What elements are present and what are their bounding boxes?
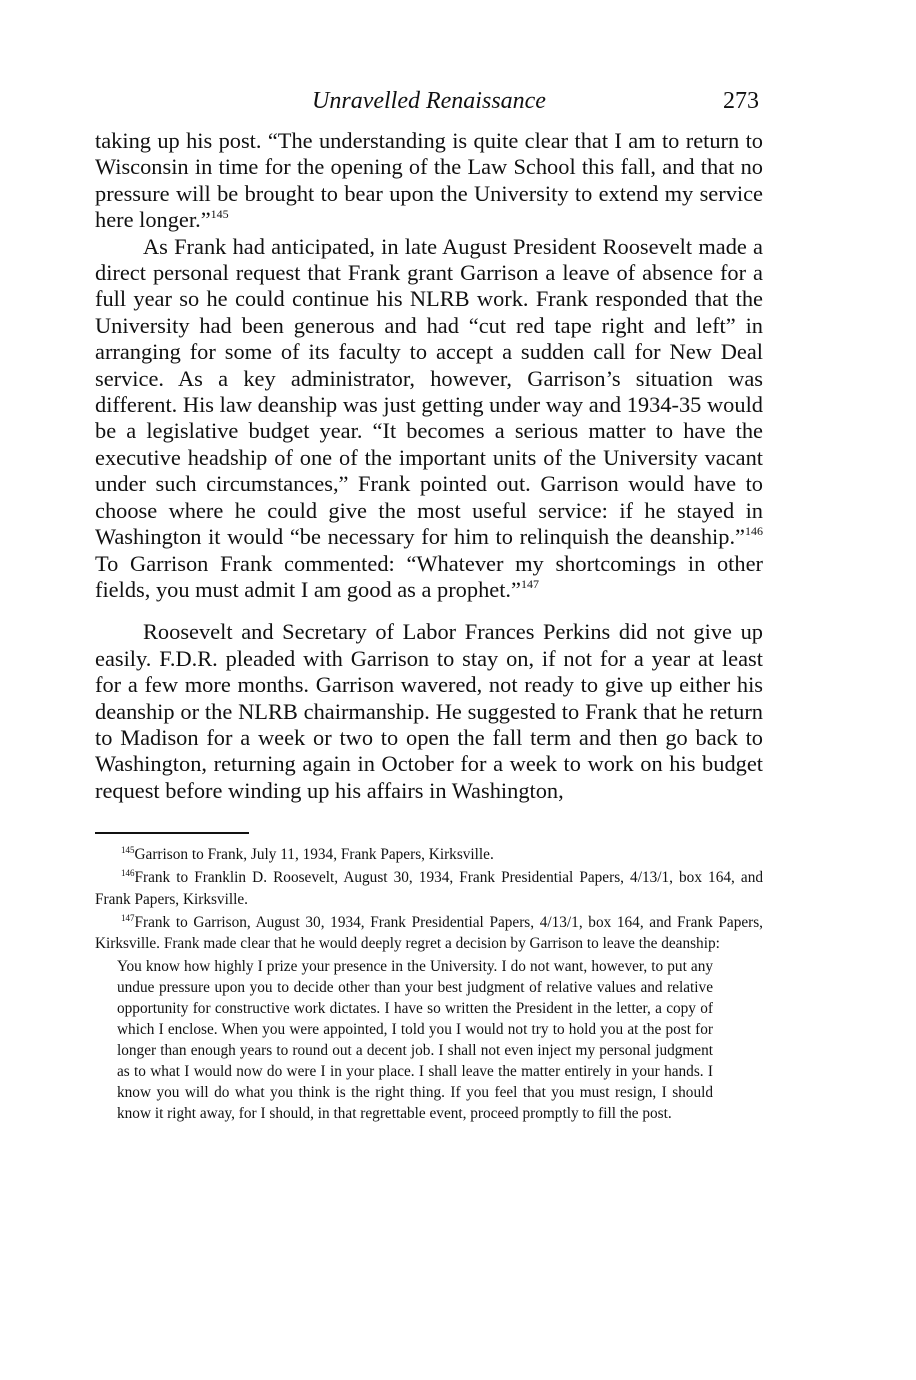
block-quote: You know how highly I prize your presence in the University. I do not want, however, to put any undue pressure upon you to decide other than your best judgment of relative values and relative opportunity for constructive work dictates. I have so written the President in the letter, a copy of which I enclose. When you were appointed, I told you I would not try to hold you at the post for longer than enough years to round out a decent job. I shall not even inject my personal judgment as to what I would now do were I in your place. I shall leave the matter entirely in your hands. I know you will do what you think is the right thing. If you feel that you must resign, I should know it right away, for I should, in that regrettable event, proceed promptly to fill the post. (117, 958, 713, 1122)
footnote-reference: 145 (210, 207, 229, 222)
paragraph (95, 234, 763, 604)
running-header (95, 84, 763, 128)
footnote-number: 145 (121, 845, 135, 856)
page-number: 273 (723, 88, 759, 114)
footnotes (95, 844, 763, 1124)
book-page (95, 84, 763, 1124)
running-title: Unravelled Renaissance (312, 88, 546, 114)
footnote-number: 147 (121, 912, 135, 923)
paragraph-text: To Garrison Frank commented: “Whatever my shortcomings in other fields, you must admit I am good as a prophet.” (95, 550, 763, 602)
main-text (95, 128, 763, 804)
paragraph-text: As Frank had anticipated, in late August President Roosevelt made a direct personal request that Frank grant Garrison a leave of absence for a full year so he could continue his NLRB work. Frank responded that the University had been generous and had “cut red tape right and left” in arranging for some of its faculty to accept a sudden call for New Deal service. As a key administrator, however, Garrison’s situation was different. His law deanship was just getting under way and 1934-35 would be a legislative budget year. “It becomes a serious matter to have the executive headship of one of the important units of the University vacant under such circumstances,” Frank pointed out. Garrison would have to choose where he could give the most useful service: if he stayed in Washington it would “be necessary for him to relinquish the deanship.” (95, 233, 763, 550)
paragraph-continued (95, 128, 763, 234)
paragraph-text: taking up his post. “The understanding is quite clear that I am to return to Wisconsin in time for the opening of the Law School this fall, and that no pressure will be brought to bear upon the University to extend my service here longer.” (95, 128, 763, 233)
footnote-text: Frank to Garrison, August 30, 1934, Frank Presidential Papers, 4/13/1, box 164, and Frank Papers, Kirksville. Frank made clear that he would deeply regret a decision by Garrison to leave the deanship: (95, 913, 763, 952)
footnote-divider (95, 832, 249, 834)
footnote-text: Garrison to Frank, July 11, 1934, Frank Papers, Kirksville. (134, 846, 494, 864)
footnote-reference: 147 (520, 576, 539, 591)
paragraph-text: Roosevelt and Secretary of Labor Frances Perkins did not give up easily. F.D.R. pleaded with Garrison to stay on, if not for a year at least for a few more months. Garrison wavered, not ready to give up either his deanship or the NLRB chairmanship. He suggested to Frank that he return to Madison for a week or two to open the fall term and then go back to Washington, returning again in October for a week to work on his budget request before winding up his affairs in Washington, (95, 619, 763, 803)
paragraph (95, 619, 763, 804)
footnote-number: 146 (121, 868, 135, 879)
footnote-reference: 146 (745, 524, 763, 539)
footnote (95, 844, 763, 865)
footnote-text: Frank to Franklin D. Roosevelt, August 30, 1934, Frank Presidential Papers, 4/13/1, box 164, and Frank Papers, Kirksville. (95, 869, 763, 908)
footnote (95, 912, 763, 954)
footnote (95, 867, 763, 909)
